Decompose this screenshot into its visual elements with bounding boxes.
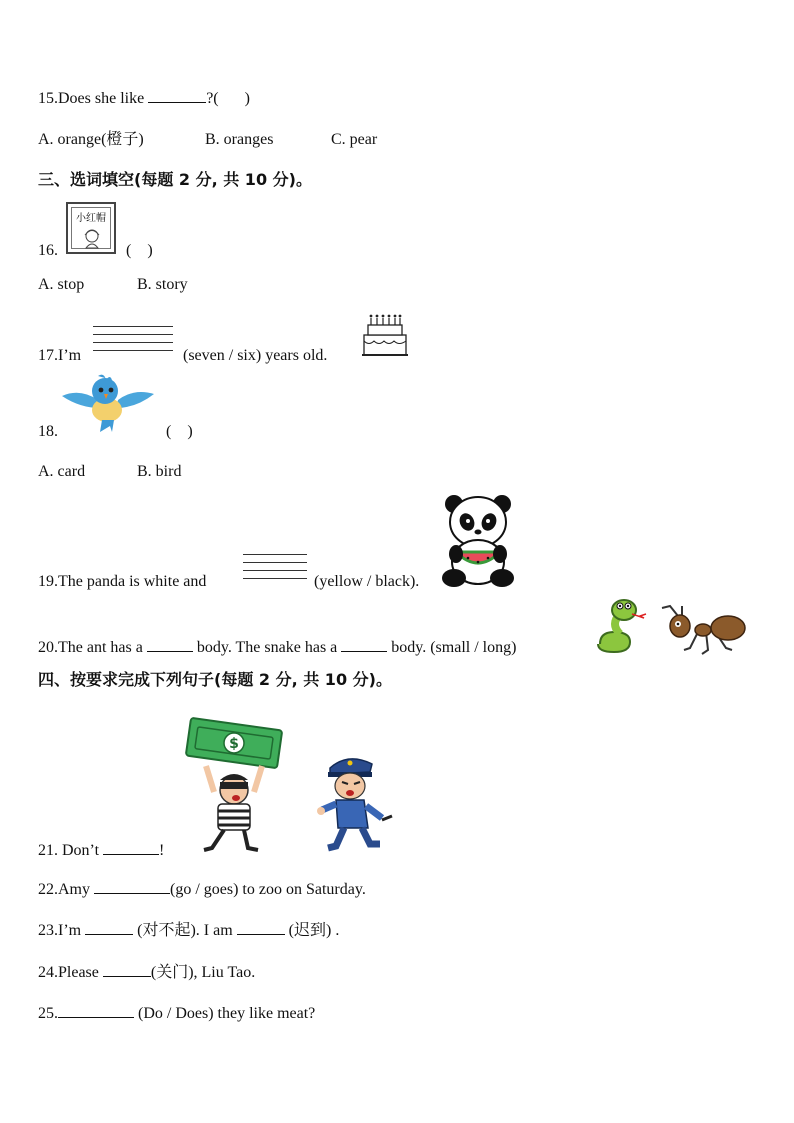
q21-suffix: ! <box>159 842 165 859</box>
q23-suffix: (迟到) . <box>288 922 340 939</box>
question-23 <box>38 920 339 941</box>
police-officer-picture <box>318 754 398 854</box>
handwriting-lines[interactable] <box>243 554 307 579</box>
q19-prefix: 19.The panda is white and <box>38 573 207 590</box>
q20-part2: body. The snake has a <box>196 639 338 656</box>
bird-picture <box>60 374 156 436</box>
answer-blank[interactable] <box>341 637 387 652</box>
q18-option-a: A. card <box>38 463 86 480</box>
q16-number: 16. <box>38 242 58 259</box>
answer-blank[interactable] <box>147 637 193 652</box>
question-22 <box>38 879 366 900</box>
q16-option-a: A. stop <box>38 276 85 293</box>
question-24 <box>38 962 255 983</box>
q21-prefix: 21. Don’t <box>38 842 100 859</box>
q18-number: 18. <box>38 423 58 440</box>
storybook-picture <box>66 202 116 254</box>
answer-blank[interactable] <box>103 840 159 855</box>
q18-option-b: B. bird <box>137 463 182 480</box>
q16-option-b: B. story <box>137 276 188 293</box>
q20-part3: body. (small / long) <box>391 639 517 656</box>
handwriting-lines[interactable] <box>93 326 173 351</box>
q15-close: ) <box>244 90 250 107</box>
snake-icon <box>594 596 650 654</box>
panda-picture <box>442 492 514 588</box>
question-25 <box>38 1003 315 1024</box>
thief-with-money-picture <box>184 716 284 856</box>
question-15 <box>38 88 250 109</box>
answer-blank[interactable] <box>58 1003 134 1018</box>
girl-icon <box>68 204 118 256</box>
q15-option-a: A. orange(橙子) <box>38 131 144 148</box>
q25-suffix: (Do / Does) they like meat? <box>138 1005 316 1022</box>
q23-prefix: 23.I’m <box>38 922 82 939</box>
answer-blank[interactable] <box>148 88 206 103</box>
answer-blank[interactable] <box>103 962 151 977</box>
section-4-title: 四、按要求完成下列句子(每题 2 分, 共 10 分)。 <box>38 670 392 689</box>
answer-blank[interactable] <box>237 920 285 935</box>
question-20 <box>38 637 516 658</box>
q15-suffix: ?( <box>206 90 219 107</box>
q17-suffix: (seven / six) years old. <box>183 347 328 364</box>
q24-prefix: 24.Please <box>38 964 99 981</box>
answer-blank[interactable] <box>94 879 170 894</box>
birthday-cake-icon <box>360 313 410 359</box>
q22-suffix: (go / goes) to zoo on Saturday. <box>170 881 366 898</box>
q25-prefix: 25. <box>38 1005 58 1022</box>
q22-prefix: 22.Amy <box>38 881 90 898</box>
section-3-title: 三、选词填空(每题 2 分, 共 10 分)。 <box>38 170 312 189</box>
question-21 <box>38 840 164 861</box>
q15-option-b: B. oranges <box>205 131 274 148</box>
q24-suffix: (关门), Liu Tao. <box>150 964 256 981</box>
q17-prefix: 17.I’m <box>38 347 82 364</box>
q16-paren[interactable]: ( ) <box>126 242 153 259</box>
ant-icon <box>656 604 748 656</box>
q20-part1: 20.The ant has a <box>38 639 143 656</box>
book-title-text: 小红帽 <box>76 213 106 224</box>
answer-blank[interactable] <box>85 920 133 935</box>
dollar-sign: $ <box>229 736 239 752</box>
q19-suffix: (yellow / black). <box>314 573 420 590</box>
q15-prefix: 15.Does she like <box>38 90 145 107</box>
q15-option-c: C. pear <box>331 131 378 148</box>
q23-mid: (对不起). I am <box>137 922 233 939</box>
q18-paren[interactable]: ( ) <box>166 423 193 440</box>
